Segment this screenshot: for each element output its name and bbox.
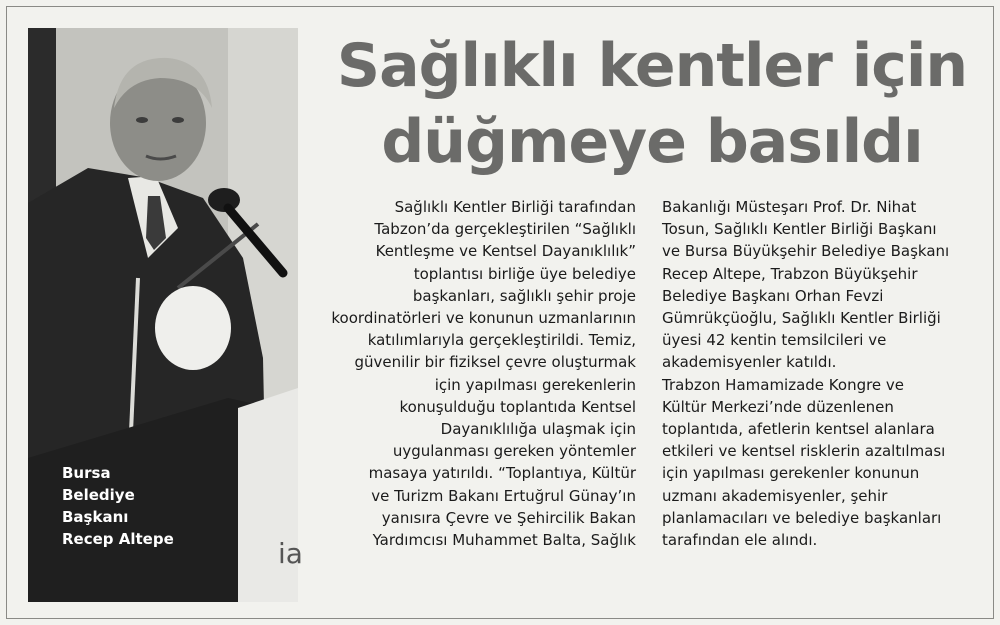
article-line: için yapılması gerekenler konunun xyxy=(662,464,920,483)
article-line: Trabzon Hamamizade Kongre ve xyxy=(662,375,905,394)
article-line: Tosun, Sağlıklı Kentler Birliği Başkanı xyxy=(662,220,937,239)
article-line: için yapılması gerekenlerin xyxy=(434,375,636,394)
article-line: başkanları, sağlıklı şehir proje xyxy=(412,286,636,305)
article-line: katılımlarıyla gerçekleştirildi. Temiz, xyxy=(367,331,636,350)
article-line: planlamacıları ve belediye başkanları xyxy=(662,508,942,527)
article-line: Belediye Başkanı Orhan Fevzi xyxy=(662,286,884,305)
article-line: Sağlıklı Kentler Birliği tarafından xyxy=(394,198,636,216)
article-line: masaya yatırıldı. “Toplantıya, Kültür xyxy=(368,464,636,483)
article-line: uygulanması gereken yöntemler xyxy=(392,442,636,461)
article-line: yanısıra Çevre ve Şehircilik Bakan xyxy=(381,508,636,527)
article-line: güvenilir bir fiziksel çevre oluşturmak xyxy=(354,353,636,372)
article-line: Bakanlığı Müsteşarı Prof. Dr. Nihat xyxy=(662,198,917,216)
article-line: Kültür Merkezi’nde düzenlenen xyxy=(662,397,894,416)
article-line: Yardımcısı Muhammet Balta, Sağlık xyxy=(372,531,636,550)
caption-line: Recep Altepe xyxy=(62,530,174,548)
article-line: etkileri ve kentsel risklerin azaltılması xyxy=(662,442,946,461)
article-line: toplantısı birliğe üye belediye xyxy=(413,264,636,283)
caption-line: Bursa xyxy=(62,464,111,482)
article-line: Kentleşme ve Kentsel Dayanıklılık” xyxy=(375,242,636,261)
caption-line: Belediye xyxy=(62,486,135,504)
article-column-1 xyxy=(318,196,636,551)
caption-line: Başkanı xyxy=(62,508,129,526)
article-line: uzmanı akademisyenler, şehir xyxy=(662,486,888,505)
article-line: koordinatörleri ve konunun uzmanlarının xyxy=(331,309,636,328)
article-line: ve Bursa Büyükşehir Belediye Başkanı xyxy=(662,242,950,261)
article-column-2 xyxy=(662,196,982,551)
article-line: toplantıda, afetlerin kentsel alanlara xyxy=(662,420,935,439)
headline-line: düğmeye basıldı xyxy=(381,107,923,177)
article-line: üyesi 42 kentin temsilcileri ve xyxy=(662,331,887,350)
article-headline xyxy=(322,28,982,180)
article-line: Tabzon’da gerçekleştirilen “Sağlıklı xyxy=(374,220,636,239)
article-line: konuşulduğu toplantıda Kentsel xyxy=(399,397,636,416)
article-line: Dayanıklılığa ulaşmak için xyxy=(440,420,636,439)
headline-line: Sağlıklı kentler için xyxy=(336,31,968,101)
photo-caption xyxy=(62,462,222,550)
article-line: Recep Altepe, Trabzon Büyükşehir xyxy=(662,264,918,283)
article-line: Gümrükçüoğlu, Sağlıklı Kentler Birliği xyxy=(662,309,941,328)
podium-logo-text: ia xyxy=(278,537,303,570)
article-line: tarafından ele alındı. xyxy=(662,531,818,550)
article-line: ve Turizm Bakanı Ertuğrul Günay’ın xyxy=(371,486,636,505)
article-line: akademisyenler katıldı. xyxy=(662,353,837,372)
